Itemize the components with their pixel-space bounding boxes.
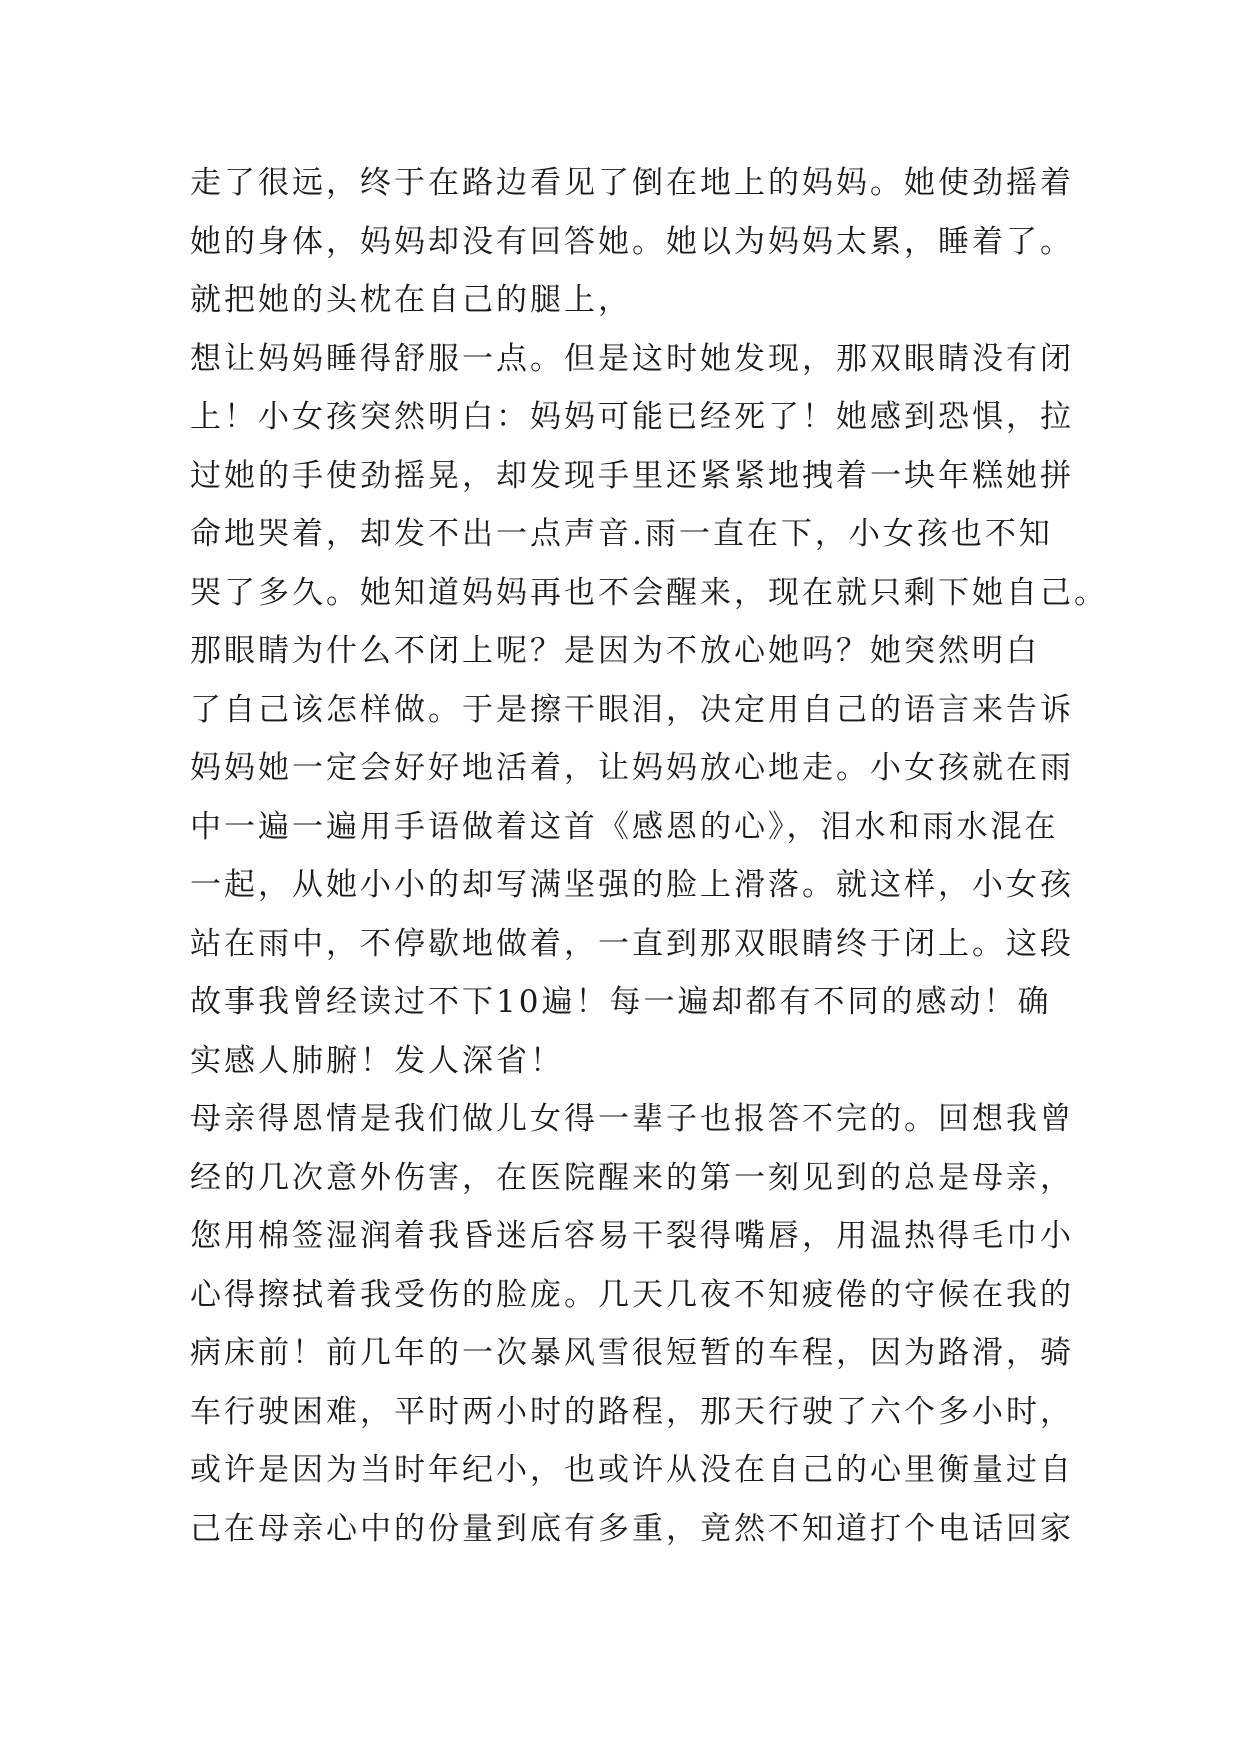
text-line: 中一遍一遍用手语做着这首《感恩的心》，泪水和雨水混在 [190,808,1059,845]
text-line: 病床前！前几年的一次暴风雪很短暂的车程，因为路滑，骑 [190,1335,1074,1371]
text-line: 走了很远，终于在路边看见了倒在地上的妈妈。她使劲摇着 [190,165,1074,201]
text-line: 故事我曾经读过不下10遍！每一遍却都有不同的感动！确 [190,984,1052,1020]
text-line: 那眼睛为什么不闭上呢？是因为不放心她吗？她突然明白 [190,633,1040,669]
text-line: 实感人肺腑！发人深省！ [190,1042,564,1079]
text-line: 哭了多久。她知道妈妈再也不会醒来，现在就只剩下她自己。 [190,574,1108,611]
text-line: 心得擦拭着我受伤的脸庞。几天几夜不知疲倦的守候在我的 [190,1276,1074,1313]
text-line: 或许是因为当时年纪小，也或许从没在自己的心里衡量过自 [190,1452,1074,1488]
text-line: 一起，从她小小的却写满坚强的脸上滑落。就这样，小女孩 [190,867,1074,903]
text-line: 站在雨中，不停歇地做着，一直到那双眼睛终于闭上。这段 [190,925,1074,962]
body-text [190,154,1108,1558]
text-line: 经的几次意外伤害，在医院醒来的第一刻见到的总是母亲， [190,1159,1074,1196]
text-line: 想让妈妈睡得舒服一点。但是这时她发现，那双眼睛没有闭 [190,340,1074,377]
text-line: 命地哭着，却发不出一点声音.雨一直在下，小女孩也不知 [190,516,1053,552]
text-line: 她的身体，妈妈却没有回答她。她以为妈妈太累，睡着了。 [190,223,1074,260]
text-line: 妈妈她一定会好好地活着，让妈妈放心地走。小女孩就在雨 [190,750,1074,786]
text-line: 了自己该怎样做。于是擦干眼泪，决定用自己的语言来告诉 [190,691,1074,728]
text-line: 己在母亲心中的份量到底有多重，竟然不知道打个电话回家 [190,1510,1074,1547]
text-line: 车行驶困难，平时两小时的路程，那天行驶了六个多小时， [190,1393,1074,1430]
text-line: 过她的手使劲摇晃，却发现手里还紧紧地拽着一块年糕她拼 [190,457,1074,494]
text-line: 就把她的头枕在自己的腿上， [190,282,632,318]
text-line: 您用棉签湿润着我昏迷后容易干裂得嘴唇，用温热得毛巾小 [190,1218,1074,1254]
text-line: 上！小女孩突然明白：妈妈可能已经死了！她感到恐惧，拉 [190,399,1074,435]
text-line: 母亲得恩情是我们做儿女得一辈子也报答不完的。回想我曾 [190,1101,1074,1137]
